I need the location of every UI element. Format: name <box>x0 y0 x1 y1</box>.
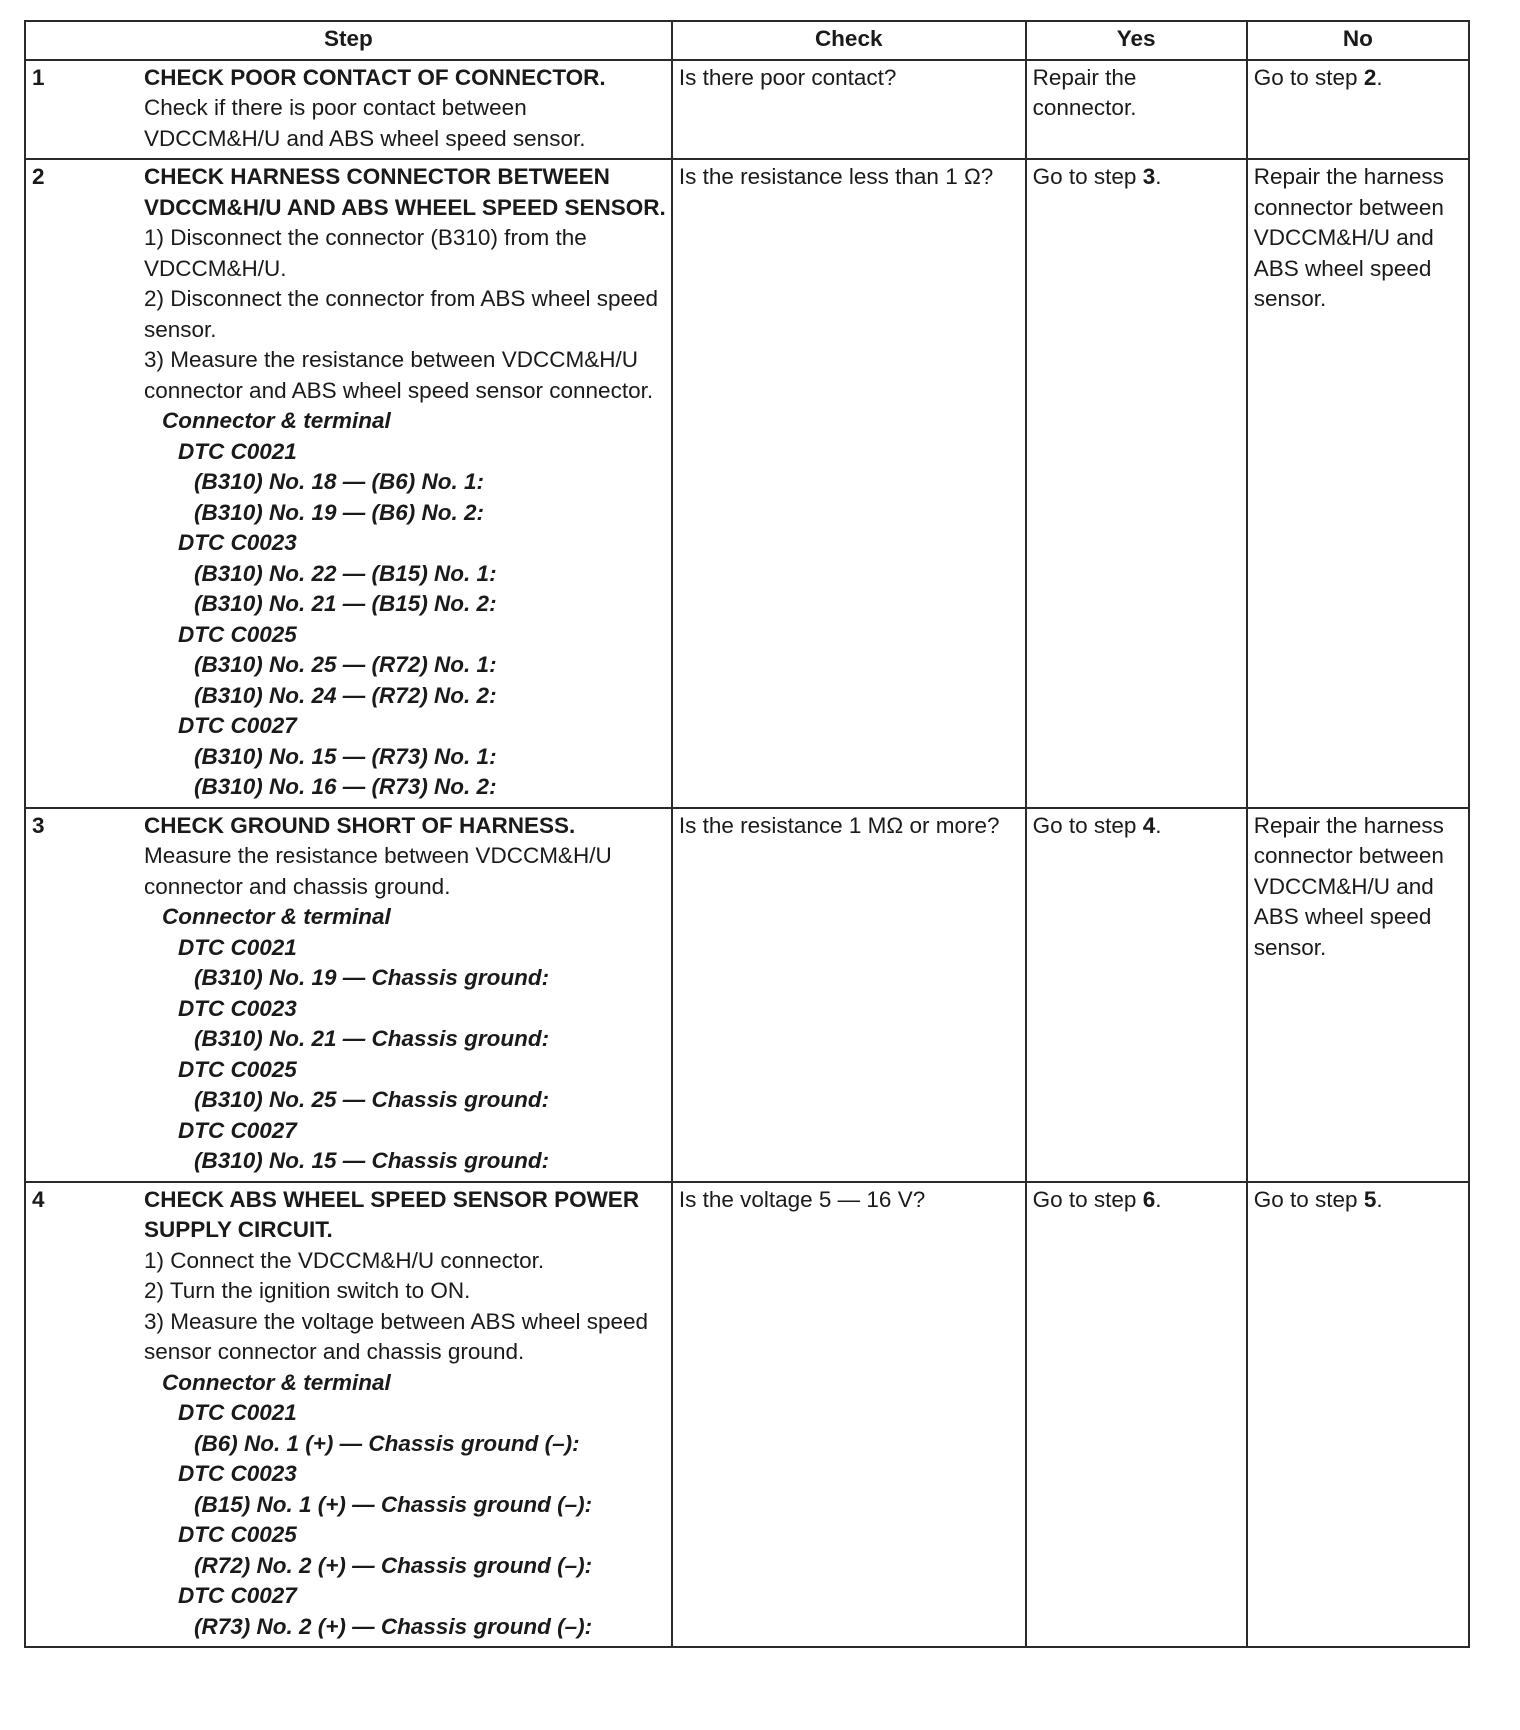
terminal-spec: (B15) No. 1 (+) — Chassis ground (–): <box>194 1491 593 1517</box>
table-row <box>25 1182 1469 1648</box>
terminal-spec: (R73) No. 2 (+) — Chassis ground (–): <box>194 1613 593 1639</box>
terminal-spec: (B310) No. 19 — Chassis ground: <box>194 965 550 990</box>
terminal-spec: (B310) No. 15 — (R73) No. 1: <box>194 743 497 769</box>
yes-text: Go to step <box>1032 164 1143 189</box>
yes-text: Go to step <box>1032 812 1143 838</box>
no-text: Go to step <box>1253 1186 1364 1212</box>
dtc-code: DTC C0023 <box>178 995 297 1021</box>
dtc-code: DTC C0021 <box>178 934 297 960</box>
dtc-code: DTC C0025 <box>178 621 297 647</box>
no-step-ref: 2 <box>1363 64 1377 90</box>
table-row <box>25 60 1469 160</box>
dtc-code: DTC C0027 <box>178 1117 297 1143</box>
yes-cell <box>1026 159 1247 808</box>
step-description: Measure the resistance between VDCCM&H/U connector and chassis ground. <box>144 843 612 899</box>
step-cell <box>25 1182 672 1648</box>
procedure-step: 2) Disconnect the connector from ABS wheel speed sensor. <box>144 286 659 342</box>
header-row <box>25 21 1469 60</box>
procedure-step: 1) Connect the VDCCM&H/U connector. <box>144 1247 545 1273</box>
yes-step-ref: 3 <box>1142 164 1156 189</box>
yes-suffix: . <box>1155 1186 1162 1212</box>
terminal-spec: (B310) No. 18 — (B6) No. 1: <box>194 469 485 494</box>
spec-title: Connector & terminal <box>162 904 391 929</box>
header-step: Step <box>25 21 672 60</box>
header-check: Check <box>672 21 1026 60</box>
procedure-step: 3) Measure the voltage between ABS wheel speed sensor connector and chassis ground. <box>144 1308 649 1364</box>
no-suffix: . <box>1376 64 1383 90</box>
procedure-step: 3) Measure the resistance between VDCCM&H/U connector and ABS wheel speed sensor connector. <box>144 347 654 403</box>
terminal-spec: (B310) No. 21 — (B15) No. 2: <box>194 591 497 616</box>
dtc-code: DTC C0023 <box>178 1461 297 1486</box>
dtc-code: DTC C0021 <box>178 438 297 464</box>
procedure-step: 2) Turn the ignition switch to ON. <box>144 1278 471 1303</box>
yes-cell: Repair the connector. <box>1026 60 1247 160</box>
step-description: Check if there is poor contact between VDCCM&H/U and ABS wheel speed sensor. <box>144 95 586 151</box>
check-cell: Is the resistance 1 MΩ or more? <box>672 808 1026 1182</box>
terminal-spec: (B310) No. 25 — (R72) No. 1: <box>194 652 497 677</box>
yes-cell <box>1026 1182 1247 1648</box>
no-cell <box>1247 60 1469 160</box>
yes-cell <box>1026 808 1247 1182</box>
terminal-spec: (B310) No. 24 — (R72) No. 2: <box>194 682 497 708</box>
check-cell: Is the voltage 5 — 16 V? <box>672 1182 1026 1648</box>
terminal-spec: (B310) No. 25 — Chassis ground: <box>194 1087 550 1112</box>
table-row <box>25 159 1469 808</box>
yes-step-ref: 4 <box>1142 812 1156 838</box>
no-cell: Repair the harness connector between VDCCM&H/U and ABS wheel speed sensor. <box>1247 159 1469 808</box>
table-row <box>25 808 1469 1182</box>
spec-title: Connector & terminal <box>162 1369 391 1395</box>
yes-suffix: . <box>1155 812 1162 838</box>
yes-step-ref: 6 <box>1142 1186 1156 1212</box>
check-cell: Is the resistance less than 1 Ω? <box>672 159 1026 808</box>
no-cell <box>1247 1182 1469 1648</box>
step-title: CHECK HARNESS CONNECTOR BETWEEN VDCCM&H/U AND ABS WHEEL SPEED SENSOR. <box>144 164 666 220</box>
spec-title: Connector & terminal <box>162 408 391 433</box>
check-cell: Is there poor contact? <box>672 60 1026 160</box>
header-yes: Yes <box>1026 21 1247 60</box>
procedure-step: 1) Disconnect the connector (B310) from the VDCCM&H/U. <box>144 225 587 281</box>
step-number: 1 <box>32 64 45 90</box>
terminal-spec: (B310) No. 16 — (R73) No. 2: <box>194 774 497 799</box>
yes-suffix: . <box>1155 164 1162 189</box>
terminal-spec: (B310) No. 19 — (B6) No. 2: <box>194 499 485 525</box>
terminal-spec: (B310) No. 22 — (B15) No. 1: <box>194 560 497 586</box>
step-number: 2 <box>32 164 45 189</box>
step-title: CHECK GROUND SHORT OF HARNESS. <box>144 812 576 838</box>
step-cell <box>25 60 672 160</box>
dtc-code: DTC C0021 <box>178 1400 297 1425</box>
step-cell <box>25 159 672 808</box>
step-title: CHECK ABS WHEEL SPEED SENSOR POWER SUPPLY CIRCUIT. <box>144 1186 640 1242</box>
step-cell <box>25 808 672 1182</box>
terminal-spec: (B6) No. 1 (+) — Chassis ground (–): <box>194 1430 580 1456</box>
dtc-code: DTC C0027 <box>178 713 297 738</box>
terminal-spec: (B310) No. 15 — Chassis ground: <box>194 1148 550 1173</box>
step-number: 4 <box>32 1186 45 1212</box>
troubleshooting-table <box>24 20 1470 1648</box>
step-title: CHECK POOR CONTACT OF CONNECTOR. <box>144 64 606 90</box>
no-cell: Repair the harness connector between VDCCM&H/U and ABS wheel speed sensor. <box>1247 808 1469 1182</box>
dtc-code: DTC C0027 <box>178 1583 297 1608</box>
terminal-spec: (R72) No. 2 (+) — Chassis ground (–): <box>194 1552 593 1578</box>
terminal-spec: (B310) No. 21 — Chassis ground: <box>194 1026 550 1051</box>
no-text: Go to step <box>1253 64 1364 90</box>
no-suffix: . <box>1376 1186 1383 1212</box>
dtc-code: DTC C0023 <box>178 530 297 555</box>
header-no: No <box>1247 21 1469 60</box>
no-step-ref: 5 <box>1363 1186 1377 1212</box>
dtc-code: DTC C0025 <box>178 1056 297 1082</box>
yes-text: Go to step <box>1032 1186 1143 1212</box>
dtc-code: DTC C0025 <box>178 1522 297 1547</box>
step-number: 3 <box>32 812 45 838</box>
